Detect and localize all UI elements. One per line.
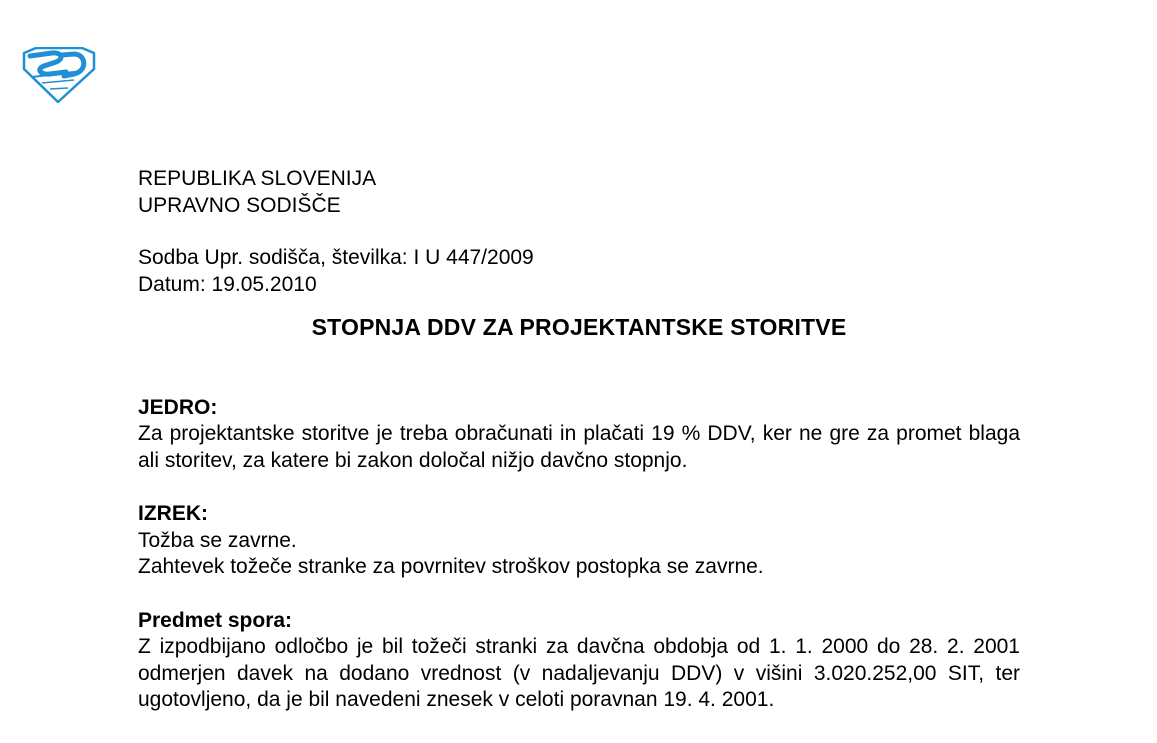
- section-paragraph: Tožba se zavrne.: [138, 528, 297, 552]
- section-predmet-spora: [138, 608, 1020, 714]
- section-heading: JEDRO:: [138, 395, 218, 419]
- section-heading: Predmet spora:: [138, 608, 293, 632]
- document-title: STOPNJA DDV ZA PROJEKTANTSKE STORITVE: [311, 314, 847, 340]
- court-logo-icon: [22, 47, 96, 103]
- section-paragraph: Z izpodbijano odločbo je bil tožeči stranki za davčna obdobja od 1. 1. 2000 do 28. 2. 2001 odmerjen davek na dodano vrednost (v nadaljevanju DDV) v višini 3.020.252,00 SIT, ter ugotovljeno, da je bil navedeni znesek v celoti poravnan 19. 4. 2001.: [138, 635, 1020, 711]
- document-body: [138, 166, 1020, 714]
- case-date: Datum: 19.05.2010: [138, 272, 317, 296]
- header-court: UPRAVNO SODIŠČE: [138, 193, 341, 217]
- section-paragraph: Zahtevek tožeče stranke za povrnitev stroškov postopka se zavrne.: [138, 555, 764, 578]
- section-jedro: [138, 395, 1020, 475]
- section-izrek: [138, 501, 1020, 581]
- section-paragraph: Za projektantske storitve je treba obračunati in plačati 19 % DDV, ker ne gre za promet blaga ali storitev, za katere bi zakon določal nižjo davčno stopnjo.: [138, 422, 1020, 472]
- header-country: REPUBLIKA SLOVENIJA: [138, 167, 377, 190]
- case-number: Sodba Upr. sodišča, številka: I U 447/2009: [138, 246, 534, 269]
- section-heading: IZREK:: [138, 502, 208, 525]
